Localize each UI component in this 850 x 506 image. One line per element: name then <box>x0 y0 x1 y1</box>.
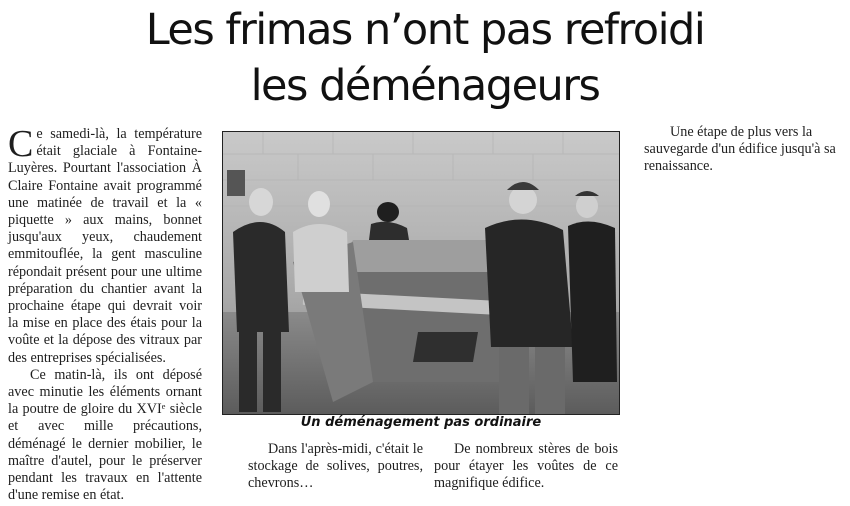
article-right-column <box>644 124 839 176</box>
paragraph-1-text: e samedi-là, la température était glaciale à Fontaine-Luyères. Pourtant l'association À Claire Fontaine avait programmé une matinée de travail et la « piquette » aux mains, bonnet jusqu'aux yeux, chaudement emmitouflée, la gent masculine répondait présent pour une ultime préparation du chantier avant la prochaine étape qui devrait voir la mise en place des étais pour la voûte et la dépose des vitraux par des entreprises spécialisées. <box>8 126 202 366</box>
drop-cap: C <box>8 123 34 165</box>
article-photo <box>222 131 620 415</box>
photo-illustration <box>223 132 619 414</box>
photo-caption: Un déménagement pas ordinaire <box>300 415 542 430</box>
article-middle-column-1 <box>248 441 423 493</box>
paragraph-2: Ce matin-là, ils ont déposé avec minutie les éléments ornant la poutre de gloire du XVIᵉ siècle et avec mille précautions, déménagé le dernier mobilier, le maître d'autel, pour le préserver pendant les travaux en l'attente d'une remise en état. <box>8 366 202 504</box>
article-left-column <box>8 123 202 504</box>
paragraph-1 <box>8 123 202 367</box>
article-middle-column-2 <box>434 441 618 493</box>
headline-line-1: Les frimas n’ont pas refroidi <box>145 5 705 55</box>
headline <box>0 0 850 114</box>
middle-paragraph-2: De nombreux stères de bois pour étayer les voûtes de ce magnifique édifice. <box>434 441 618 492</box>
middle-paragraph-1: Dans l'après-midi, c'était le stockage de solives, poutres, chevrons… <box>248 441 423 492</box>
right-paragraph: Une étape de plus vers la sauvegarde d'un édifice jusqu'à sa renaissance. <box>644 124 836 175</box>
headline-line-2: les déménageurs <box>250 61 600 111</box>
